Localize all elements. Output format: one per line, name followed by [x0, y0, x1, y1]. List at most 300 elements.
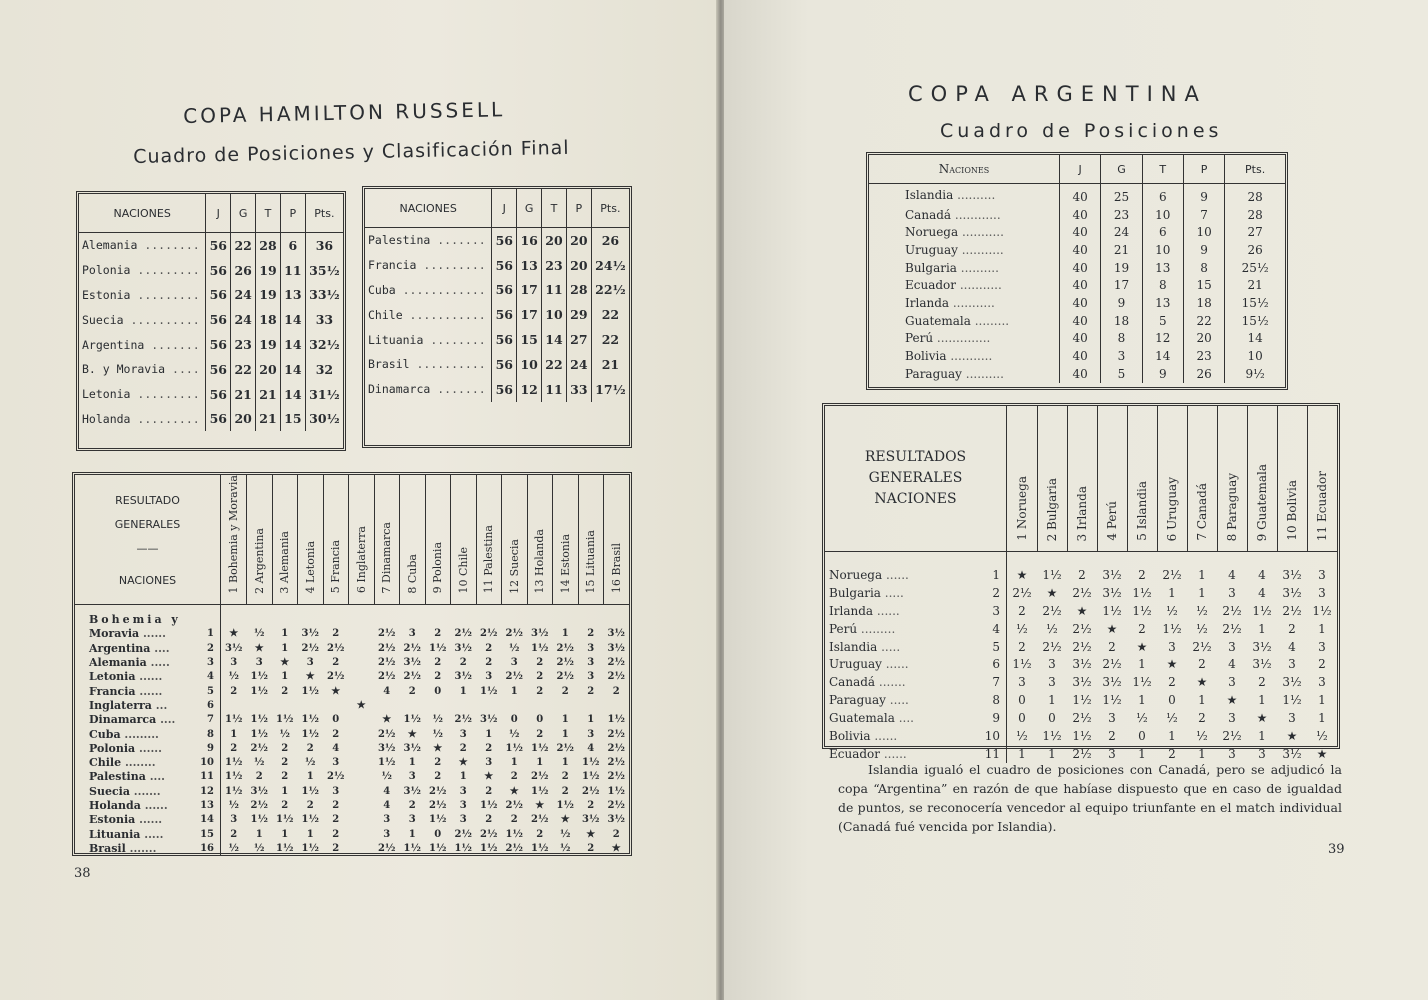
- result-cell: ½: [254, 628, 265, 640]
- result-cell: 2½: [556, 671, 574, 683]
- stat-cell: 20: [542, 228, 567, 253]
- result-cell: 3½: [1072, 675, 1092, 690]
- stat-cell: 19: [256, 258, 281, 283]
- stat-cell: 21: [1225, 276, 1285, 294]
- stat-cell: 19: [256, 283, 281, 308]
- result-cell: 2½: [327, 642, 345, 654]
- result-cell: 2½: [327, 771, 345, 783]
- result-cell: 1½: [1072, 693, 1092, 708]
- column-header: [425, 475, 451, 604]
- result-cell: 3½: [403, 742, 421, 754]
- column-header: [527, 475, 553, 604]
- nation-name: Guatemala .........: [905, 313, 1010, 328]
- result-cell: 2: [1318, 657, 1326, 672]
- stat-cell: 21: [591, 352, 629, 377]
- stat-cell: 11: [542, 377, 567, 402]
- table-row: [825, 673, 1337, 691]
- result-cell: 1: [1318, 711, 1326, 726]
- stat-cell: 31½: [305, 382, 343, 407]
- stat-cell: 26: [1225, 241, 1285, 259]
- stat-cell: 11: [280, 258, 305, 283]
- result-cell: ½: [509, 728, 520, 740]
- result-cell: 2: [1108, 639, 1116, 654]
- dot-leader: ...........: [946, 349, 993, 364]
- stat-cell: 25: [1101, 184, 1142, 206]
- stat-cell: 5: [1142, 312, 1183, 330]
- dot-leader: ....: [145, 770, 166, 784]
- stat-cell: 23: [1183, 347, 1224, 365]
- stat-cell: 24: [231, 283, 256, 308]
- table-row: [75, 741, 629, 755]
- result-cell: 1: [1138, 746, 1146, 761]
- column-label: 3 Alemania: [278, 530, 292, 594]
- stat-cell: 56: [492, 327, 517, 352]
- dot-leader: .....: [877, 639, 901, 654]
- result-cell: 2½: [607, 800, 625, 812]
- standings-table-b: [362, 186, 632, 448]
- table-row: [869, 223, 1285, 241]
- result-cell: 1½: [276, 814, 294, 826]
- result-cell: 3: [306, 657, 314, 669]
- dot-leader: ........: [121, 756, 156, 770]
- column-label: 7 Canadá: [1195, 483, 1209, 541]
- result-cell: 1½: [582, 757, 600, 769]
- stat-cell: 10: [517, 352, 542, 377]
- result-cell: 2½: [556, 742, 574, 754]
- result-cell: ★: [1286, 728, 1298, 743]
- dot-leader: .........: [130, 387, 200, 402]
- result-cell: 0: [1048, 711, 1056, 726]
- stat-cell: 18: [256, 307, 281, 332]
- result-cell: ½: [228, 671, 239, 683]
- stat-cell: 11: [542, 278, 567, 303]
- result-cell: 3½: [1102, 675, 1122, 690]
- stat-cell: 12: [517, 377, 542, 402]
- result-cell: ★: [1136, 639, 1148, 654]
- stat-cell: 9: [1142, 365, 1183, 383]
- stat-cell: 8: [1142, 276, 1183, 294]
- dot-leader: ...........: [956, 278, 1002, 293]
- result-cell: 2: [536, 728, 544, 740]
- column-header: [1187, 406, 1217, 552]
- result-cell: ½: [560, 828, 571, 840]
- result-cell: [425, 604, 451, 627]
- dot-leader: .........: [130, 263, 200, 278]
- result-cell: 3: [1228, 639, 1236, 654]
- stat-cell: 10: [1225, 347, 1285, 365]
- result-cell: 2½: [1042, 639, 1062, 654]
- result-cell: 3: [408, 628, 416, 640]
- stat-cell: 27: [1225, 223, 1285, 241]
- result-cell: 3: [1168, 639, 1176, 654]
- table-row: [75, 841, 629, 855]
- result-cell: ★: [484, 771, 494, 783]
- result-cell: 4: [383, 785, 391, 797]
- result-cell: 2½: [1222, 728, 1242, 743]
- result-cell: ½: [1196, 603, 1208, 618]
- row-number: 4: [197, 670, 221, 684]
- result-cell: ½: [509, 642, 520, 654]
- stat-cell: 9: [1183, 184, 1224, 206]
- result-cell: 1½: [1012, 657, 1032, 672]
- stat-cell: 23: [542, 253, 567, 278]
- result-cell: ★: [1016, 567, 1028, 582]
- result-cell: [349, 770, 375, 784]
- nation-name: Estonia .........: [82, 287, 200, 302]
- dot-leader: ......: [870, 728, 898, 743]
- column-header: J: [1060, 155, 1101, 184]
- stat-cell: 17½: [591, 377, 629, 402]
- table-row: [869, 365, 1285, 383]
- dot-leader: ...........: [957, 242, 1004, 257]
- row-number: 12: [197, 784, 221, 798]
- result-cell: 3: [1108, 746, 1116, 761]
- column-header: T: [542, 189, 567, 228]
- stat-cell: 24: [1101, 223, 1142, 241]
- result-cell: 4: [587, 742, 595, 754]
- result-cell: 1½: [480, 842, 498, 854]
- result-cell: [400, 604, 426, 627]
- dot-leader: ...: [151, 698, 168, 712]
- result-cell: 1½: [250, 728, 268, 740]
- result-cell: ★: [305, 671, 315, 683]
- result-cell: 2½: [403, 671, 421, 683]
- result-cell: 1½: [250, 671, 268, 683]
- nation-name: Suecia ..........: [82, 312, 200, 327]
- result-cell: 2½: [1072, 621, 1092, 636]
- table-row: [75, 684, 629, 698]
- result-cell: 2½: [301, 642, 319, 654]
- stat-cell: 21: [256, 407, 281, 432]
- column-header: [1007, 406, 1038, 552]
- stat-cell: 56: [206, 382, 231, 407]
- result-cell: 1½: [403, 842, 421, 854]
- table-row: [825, 638, 1337, 656]
- table-row: [869, 312, 1285, 330]
- result-cell: 1: [587, 714, 595, 726]
- dot-leader: ......: [135, 813, 163, 827]
- result-cell: 2½: [403, 642, 421, 654]
- result-cell: 2½: [607, 657, 625, 669]
- result-cell: 3½: [1072, 657, 1092, 672]
- result-cell: 3: [408, 814, 416, 826]
- hamilton-results-grid: [72, 472, 632, 856]
- column-label: 7 Dinamarca: [380, 522, 394, 594]
- nation-name: Guatemala ....: [829, 711, 914, 726]
- result-cell: 4: [383, 685, 391, 697]
- dot-leader: .......: [125, 841, 157, 855]
- result-cell: 2: [1198, 711, 1206, 726]
- nation-name: Inglaterra ...: [89, 698, 168, 712]
- row-number: 15: [197, 827, 221, 841]
- result-cell: 1½: [429, 642, 447, 654]
- nation-name: Bulgaria .....: [829, 585, 904, 600]
- column-header: [1307, 406, 1337, 552]
- nation-name: Polonia .........: [82, 263, 200, 278]
- result-cell: 2: [434, 771, 442, 783]
- result-cell: 2: [1138, 621, 1146, 636]
- result-cell: 1½: [301, 685, 319, 697]
- result-cell: 2½: [1072, 746, 1092, 761]
- nation-name: Letonia ......: [89, 670, 163, 684]
- result-cell: 0: [1168, 693, 1176, 708]
- result-cell: 3½: [1102, 585, 1122, 600]
- stat-cell: 56: [206, 307, 231, 332]
- column-label: 11 Ecuador: [1315, 470, 1330, 541]
- result-cell: 4: [1228, 657, 1236, 672]
- nation-name: Chile ...........: [368, 307, 486, 322]
- result-cell: 1: [536, 757, 544, 769]
- stat-cell: 24½: [591, 253, 629, 278]
- table-row: [75, 627, 629, 641]
- column-header: [451, 475, 477, 604]
- result-cell: 1: [281, 671, 289, 683]
- column-label: 12 Suecia: [507, 538, 521, 594]
- result-cell: [349, 604, 375, 627]
- result-cell: 0: [1018, 711, 1026, 726]
- stat-cell: 56: [206, 407, 231, 432]
- stat-cell: 20: [256, 357, 281, 382]
- result-cell: 2½: [607, 771, 625, 783]
- result-cell: 2½: [1282, 603, 1302, 618]
- column-label: 2 Bulgaria: [1045, 477, 1059, 541]
- column-header: P: [280, 194, 305, 233]
- stat-cell: 26: [231, 258, 256, 283]
- column-label: 15 Lituania: [584, 529, 598, 594]
- result-cell: 1: [230, 728, 238, 740]
- result-cell: 1½: [480, 685, 498, 697]
- result-cell: 2½: [429, 785, 447, 797]
- table-row: [869, 241, 1285, 259]
- result-cell: 2: [587, 842, 595, 854]
- result-cell: 3½: [403, 657, 421, 669]
- result-cell: 3½: [250, 785, 268, 797]
- table-row: [869, 347, 1285, 365]
- stat-cell: 56: [206, 332, 231, 357]
- column-header: Naciones: [869, 155, 1060, 184]
- column-header: [1127, 406, 1157, 552]
- result-cell: [349, 727, 375, 741]
- result-cell: 2½: [607, 757, 625, 769]
- stat-cell: 27: [566, 327, 591, 352]
- stat-cell: 24: [566, 352, 591, 377]
- column-label: 8 Paraguay: [1225, 472, 1239, 541]
- result-cell: 0: [434, 828, 442, 840]
- result-cell: ½: [1016, 728, 1028, 743]
- stat-cell: 36: [305, 233, 343, 258]
- result-cell: ★: [1046, 585, 1058, 600]
- stat-cell: 28: [256, 233, 281, 258]
- row-number: 7: [971, 673, 1007, 691]
- result-cell: 2½: [1222, 621, 1242, 636]
- result-cell: 3: [459, 800, 467, 812]
- dot-leader: ....: [150, 641, 170, 655]
- result-cell: 2: [459, 657, 467, 669]
- result-cell: 2½: [378, 671, 396, 683]
- row-number: [197, 604, 221, 627]
- dot-leader: ..........: [961, 366, 1004, 381]
- table-row: [75, 641, 629, 655]
- stat-cell: 30½: [305, 407, 343, 432]
- result-cell: 2½: [607, 742, 625, 754]
- table-row: [75, 604, 629, 627]
- table-row: [79, 357, 343, 382]
- row-number: 3: [971, 602, 1007, 620]
- dot-leader: .....: [146, 656, 170, 670]
- result-cell: 2: [561, 771, 569, 783]
- result-cell: 3: [1228, 675, 1236, 690]
- column-label: 1 Noruega: [1014, 476, 1029, 541]
- result-cell: 3: [1318, 585, 1326, 600]
- result-cell: 3: [485, 671, 493, 683]
- result-cell: 3½: [582, 814, 600, 826]
- dot-leader: ......: [880, 746, 907, 761]
- result-cell: [374, 604, 400, 627]
- result-cell: [578, 698, 604, 712]
- table-row: [365, 278, 629, 303]
- table-row: [869, 276, 1285, 294]
- result-cell: 3½: [1282, 567, 1302, 582]
- result-cell: 2: [536, 657, 544, 669]
- result-cell: 4: [383, 800, 391, 812]
- dot-leader: .........: [970, 313, 1010, 328]
- result-cell: 1½: [225, 714, 243, 726]
- result-cell: 2: [306, 800, 314, 812]
- dot-leader: .....: [880, 585, 904, 600]
- nation-name: Uruguay ...........: [905, 242, 1004, 257]
- dot-leader: ........: [137, 238, 200, 253]
- result-cell: 2½: [454, 628, 472, 640]
- stat-cell: 10: [1142, 241, 1183, 259]
- result-cell: 3½: [1252, 657, 1272, 672]
- nation-name: Lituania .....: [89, 827, 164, 841]
- result-cell: 2: [536, 671, 544, 683]
- result-cell: 1½: [505, 828, 523, 840]
- result-cell: 2: [332, 800, 340, 812]
- result-cell: 3: [1048, 675, 1056, 690]
- result-cell: 0: [1018, 693, 1026, 708]
- result-cell: [349, 713, 375, 727]
- result-cell: 2: [612, 685, 620, 697]
- page-number-left: 38: [74, 866, 91, 881]
- corner-line: ——: [136, 542, 159, 555]
- result-cell: 1: [1258, 693, 1266, 708]
- stat-cell: 40: [1060, 241, 1101, 259]
- result-cell: [349, 813, 375, 827]
- result-cell: [349, 755, 375, 769]
- result-cell: 2½: [429, 800, 447, 812]
- dot-leader: .......: [430, 233, 486, 248]
- stat-cell: 26: [1183, 365, 1224, 383]
- stat-cell: 13: [1142, 294, 1183, 312]
- result-cell: 2: [281, 742, 289, 754]
- result-cell: ½: [1196, 621, 1208, 636]
- result-cell: ★: [1106, 621, 1118, 636]
- result-cell: 2: [510, 814, 518, 826]
- table-row: [75, 655, 629, 669]
- result-cell: 1: [510, 685, 518, 697]
- result-cell: 2: [281, 685, 289, 697]
- table-row: [75, 713, 629, 727]
- nation-name: Bolivia ...........: [905, 349, 993, 364]
- nation-name: Perú ..............: [905, 331, 991, 346]
- column-header: G: [1101, 155, 1142, 184]
- stat-cell: 22: [1183, 312, 1224, 330]
- column-header: G: [517, 189, 542, 228]
- result-cell: ½: [432, 714, 443, 726]
- column-header: [1067, 406, 1097, 552]
- nation-name: Islandia .....: [829, 639, 901, 654]
- result-cell: 2: [230, 742, 238, 754]
- result-cell: [553, 604, 579, 627]
- result-cell: 3½: [454, 642, 472, 654]
- result-cell: 2: [1018, 603, 1026, 618]
- result-cell: 3: [1288, 657, 1296, 672]
- result-cell: 2: [536, 828, 544, 840]
- stat-cell: 17: [1101, 276, 1142, 294]
- result-cell: 0: [510, 714, 518, 726]
- table-row: [825, 602, 1337, 620]
- stat-cell: 32: [305, 357, 343, 382]
- result-cell: 3: [230, 814, 238, 826]
- result-cell: 2: [281, 800, 289, 812]
- row-number: 5: [971, 638, 1007, 656]
- table-row: [365, 302, 629, 327]
- result-cell: 4: [1258, 567, 1266, 582]
- result-cell: 2½: [1072, 639, 1092, 654]
- stat-cell: 14: [280, 357, 305, 382]
- column-label: 8 Cuba: [405, 553, 419, 594]
- nation-name: Francia .........: [368, 258, 486, 273]
- stat-cell: 20: [566, 228, 591, 253]
- results-corner: [75, 475, 221, 604]
- table-row: [825, 709, 1337, 727]
- column-label: 4 Letonia: [303, 541, 317, 594]
- column-header: [604, 475, 630, 604]
- stat-cell: 6: [1142, 184, 1183, 206]
- stat-cell: 18: [1101, 312, 1142, 330]
- column-label: 5 Islandia: [1135, 481, 1149, 541]
- result-cell: [323, 604, 349, 627]
- table-row: [79, 233, 343, 258]
- tiebreak-note: Islandia igualó el cuadro de posiciones con Canadá, pero se adjudicó la copa “Argentina” en razón de que habíase dispuesto que en caso de igualdad de puntos, se reconocería vencedor al equipo triunfante en el match individual (Canadá fué vencida por Islandia).: [838, 762, 1342, 834]
- column-header: T: [1142, 155, 1183, 184]
- stat-cell: 40: [1060, 330, 1101, 348]
- dot-leader: ......: [882, 567, 909, 582]
- result-cell: 2: [434, 628, 442, 640]
- stat-cell: 23: [1101, 206, 1142, 224]
- nation-name: Bohemia y: [89, 613, 181, 627]
- nation-name: Brasil .......: [89, 841, 157, 855]
- row-number: 2: [197, 641, 221, 655]
- result-cell: 2: [434, 757, 442, 769]
- result-cell: 2: [1168, 675, 1176, 690]
- result-cell: 2½: [378, 842, 396, 854]
- column-header: NACIONES: [79, 194, 206, 233]
- result-cell: 3: [1318, 567, 1326, 582]
- result-cell: 1: [510, 757, 518, 769]
- dot-leader: .......: [144, 337, 200, 352]
- result-cell: 1½: [1312, 603, 1332, 618]
- result-cell: [349, 684, 375, 698]
- stat-cell: 40: [1060, 223, 1101, 241]
- stat-cell: 24: [231, 307, 256, 332]
- result-cell: 2½: [531, 771, 549, 783]
- nation-name: Holanda ......: [89, 799, 168, 813]
- stat-cell: 18: [1183, 294, 1224, 312]
- page-number-right: 39: [1328, 842, 1345, 857]
- column-label: 4 Perú: [1105, 501, 1119, 541]
